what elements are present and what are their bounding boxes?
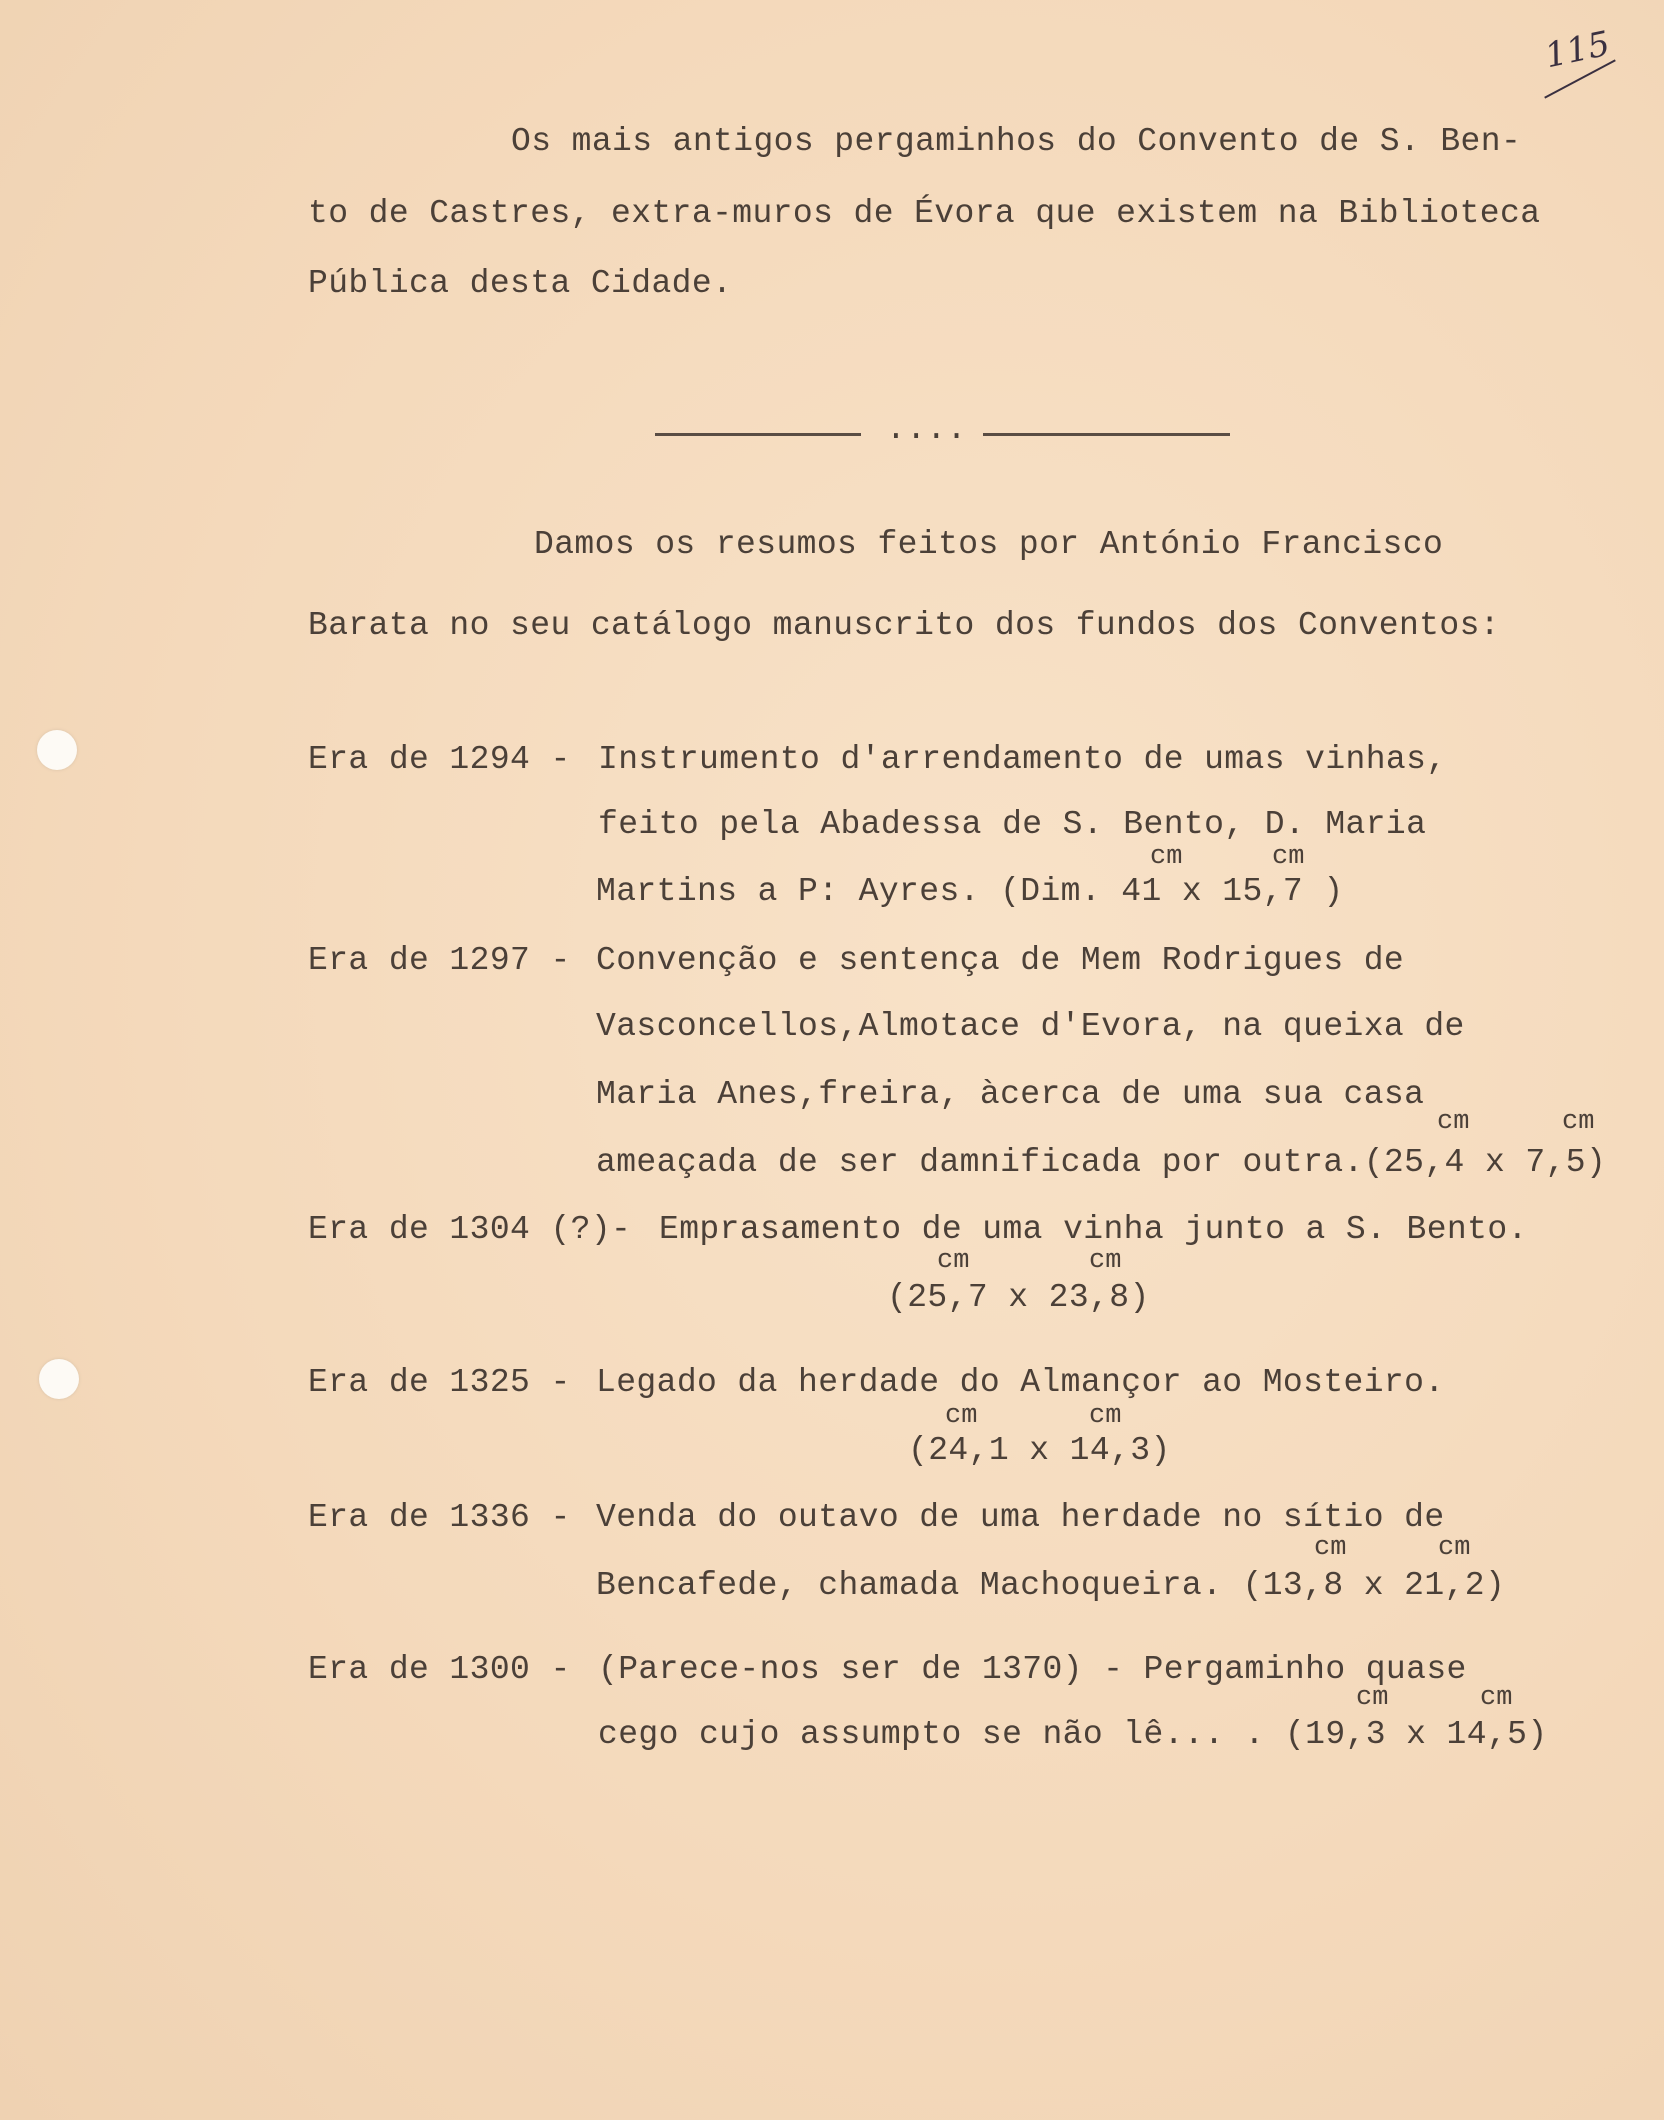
entry-label: Era de 1325 -: [308, 1364, 571, 1401]
entry-line: Bencafede, chamada Machoqueira. (13,8 x 21,2): [596, 1567, 1506, 1604]
entry-line: (24,1 x 14,3): [908, 1432, 1171, 1469]
entry-line: Legado da herdade do Almançor ao Mosteiro.: [596, 1364, 1445, 1401]
unit-label: cm: [1356, 1683, 1389, 1713]
unit-label: cm: [1089, 1246, 1122, 1276]
entry-line: Convenção e sentença de Mem Rodrigues de: [596, 942, 1405, 979]
entry-line: Emprasamento de uma vinha junto a S. Bento.: [659, 1211, 1528, 1248]
unit-label: cm: [1438, 1533, 1471, 1563]
entry-label: Era de 1297 -: [308, 942, 571, 979]
entry-line: Maria Anes,freira, àcerca de uma sua casa: [596, 1076, 1425, 1113]
unit-label: cm: [1437, 1107, 1470, 1137]
title-line: Pública desta Cidade.: [308, 265, 733, 302]
separator-rule-right: [983, 433, 1230, 436]
entry-line: feito pela Abadessa de S. Bento, D. Maria: [598, 806, 1427, 843]
title-line: to de Castres, extra-muros de Évora que existem na Biblioteca: [308, 195, 1541, 232]
unit-label: cm: [1089, 1401, 1122, 1431]
unit-label: cm: [1150, 842, 1183, 872]
unit-label: cm: [1272, 842, 1305, 872]
unit-label: cm: [937, 1246, 970, 1276]
punch-hole: [37, 730, 77, 770]
entry-line: Vasconcellos,Almotace d'Evora, na queixa de: [596, 1008, 1465, 1045]
entry-label: Era de 1300 -: [308, 1651, 571, 1688]
entry-line: Instrumento d'arrendamento de umas vinhas,: [598, 741, 1447, 778]
unit-label: cm: [1480, 1683, 1513, 1713]
entry-line: Venda do outavo de uma herdade no sítio de: [596, 1499, 1445, 1536]
punch-hole: [39, 1359, 79, 1399]
unit-label: cm: [1562, 1107, 1595, 1137]
page-number: 115: [1541, 23, 1614, 77]
separator-rule-left: [655, 433, 861, 436]
entry-line: cego cujo assumpto se não lê... . (19,3 x 14,5): [598, 1716, 1548, 1753]
title-line: Os mais antigos pergaminhos do Convento de S. Ben-: [511, 123, 1522, 160]
unit-label: cm: [1314, 1533, 1347, 1563]
unit-label: cm: [945, 1401, 978, 1431]
entry-line: (Parece-nos ser de 1370) - Pergaminho quase: [598, 1651, 1467, 1688]
entry-label: Era de 1336 -: [308, 1499, 571, 1536]
intro-line: Damos os resumos feitos por António Francisco: [534, 526, 1444, 563]
intro-line: Barata no seu catálogo manuscrito dos fundos dos Conventos:: [308, 607, 1500, 644]
entry-label: Era de 1304 (?)-: [308, 1211, 632, 1248]
entry-label: Era de 1294 -: [308, 741, 571, 778]
entry-line: (25,7 x 23,8): [887, 1279, 1150, 1316]
entry-line: Martins a P: Ayres. (Dim. 41 x 15,7 ): [596, 873, 1344, 910]
entry-line: ameaçada de ser damnificada por outra.(25,4 x 7,5): [596, 1144, 1607, 1181]
separator-dots: ....: [886, 411, 967, 448]
